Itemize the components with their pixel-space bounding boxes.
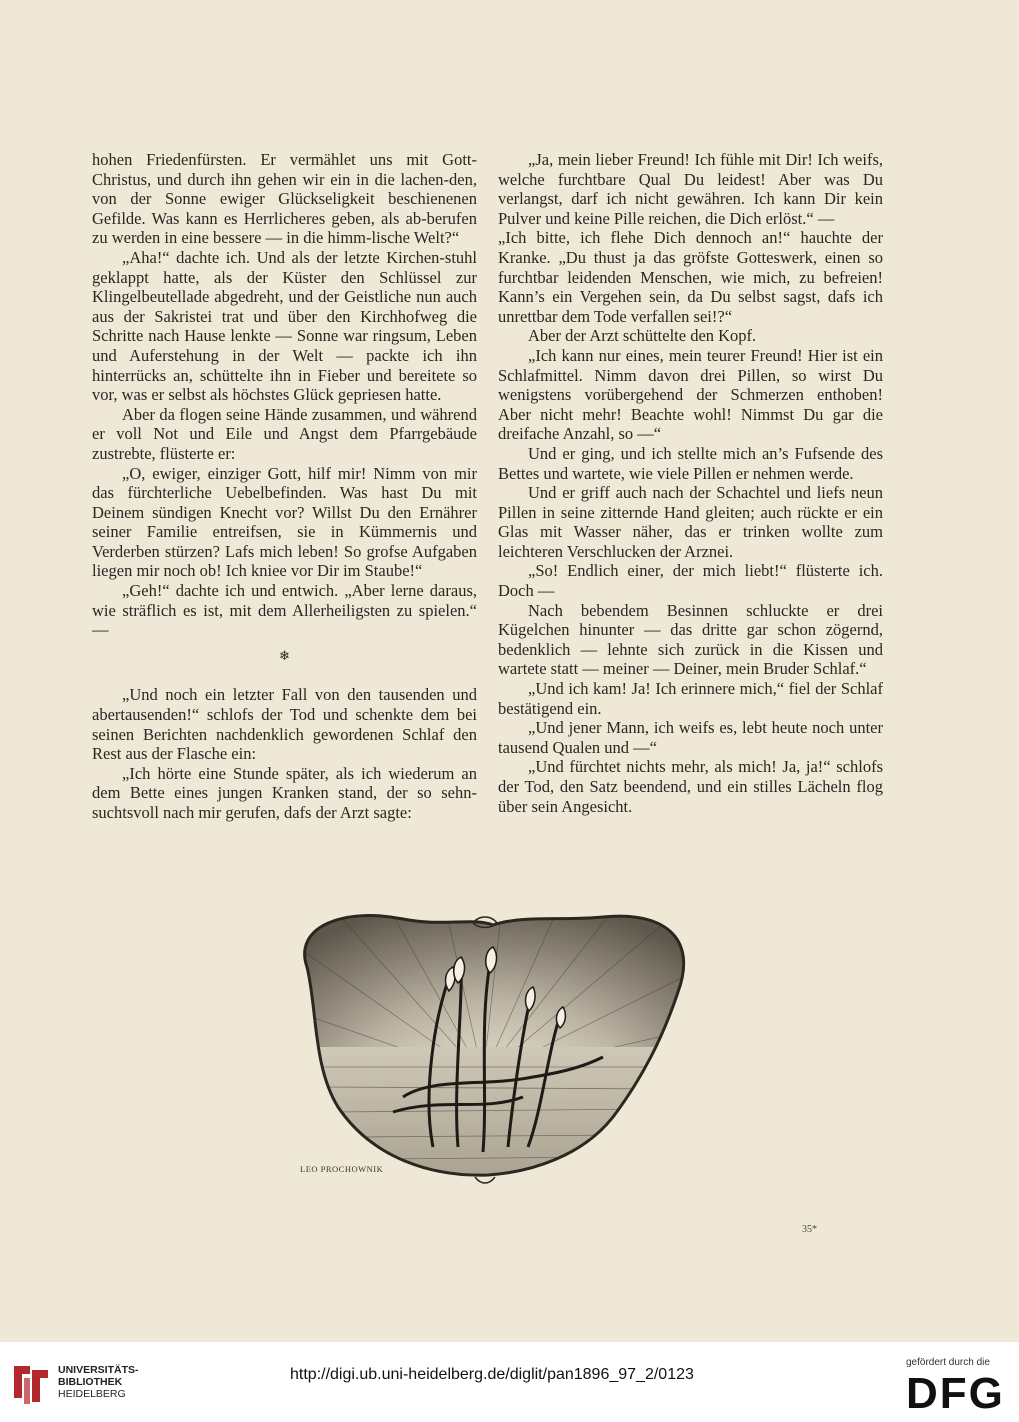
paragraph: Aber da flogen seine Hände zusammen, und während er voll Not und Eile und Angst dem Pfarrgebäude zustrebte, flüsterte er: bbox=[92, 404, 477, 463]
snowdrop-illustration bbox=[283, 897, 703, 1197]
paragraph: „Ja, mein lieber Freund! Ich fühle mit Dir! Ich weifs, welche furchtbare Qual Du leidest! Aber was Du verlangst, darf ich nicht gewähren. Ich kann Dir kein Pulver und keine Pille reichen, die Dich erlöst.“ — bbox=[498, 150, 883, 228]
library-name-line-3: HEIDELBERG bbox=[58, 1388, 126, 1400]
paragraph: „So! Endlich einer, der mich liebt!“ flüsterte ich. Doch — bbox=[498, 561, 883, 601]
university-library-name[interactable] bbox=[58, 1364, 139, 1400]
library-name-line-2: BIBLIOTHEK bbox=[58, 1376, 123, 1388]
illustration-artist-credit: LEO PROCHOWNIK bbox=[300, 1164, 384, 1174]
paragraph: Und er griff auch nach der Schachtel und liefs neun Pillen in seine zitternde Hand gleiten; auch rückte er ein Glas mit Wasser näher, das er trinken wollte zum leichteren Verschlucken der Arznei. bbox=[498, 483, 883, 561]
document-url-link[interactable]: http://digi.ub.uni-heidelberg.de/diglit/pan1896_97_2/0123 bbox=[290, 1366, 694, 1383]
dfg-logo[interactable]: DFG bbox=[906, 1369, 1005, 1418]
digital-library-footer bbox=[0, 1342, 1019, 1422]
paragraph: „Und noch ein letzter Fall von den tausenden und abertausenden!“ schlofs der Tod und schenkte dem bei seinen Berichten nachdenklich gewordenen Schlaf den Rest aus der Flasche ein: bbox=[92, 685, 477, 764]
right-text-column bbox=[498, 150, 883, 816]
funding-note: gefördert durch die bbox=[906, 1357, 990, 1368]
paragraph: Und er ging, und ich stellte mich an’s Fufsende des Bettes und wartete, wie viele Pillen er nehmen werde. bbox=[498, 443, 883, 483]
left-text-column bbox=[92, 150, 477, 823]
paragraph: „Ich hörte eine Stunde später, als ich wiederum an dem Bette eines jungen Kranken stand, der so sehn-suchtsvoll nach mir gerufen, dafs der Arzt sagte: bbox=[92, 763, 477, 822]
paragraph: „Und jener Mann, ich weifs es, lebt heute noch unter tausend Qualen und —“ bbox=[498, 718, 883, 757]
library-name-line-1: UNIVERSITÄTS- bbox=[58, 1364, 139, 1376]
paragraph: „Und fürchtet nichts mehr, als mich! Ja, ja!“ schlofs der Tod, den Satz beendend, und ein stilles Lächeln flog über sein Angesicht. bbox=[498, 757, 883, 816]
paragraph: Aber der Arzt schüttelte den Kopf. bbox=[528, 326, 757, 346]
page-number: 35* bbox=[802, 1224, 817, 1235]
paragraph: Nach bebendem Besinnen schluckte er drei Kügelchen hinunter — das dritte gar schon zögernd, bedenklich — lehnte sich zurück in die Kissen und wartete statt — meiner — Deiner, mein Bruder Schlaf.“ bbox=[498, 600, 883, 679]
paragraph: „Geh!“ dachte ich und entwich. „Aber lerne daraus, wie sträflich es ist, mit dem Allerheiligsten zu spielen.“ — bbox=[92, 581, 477, 640]
paragraph: „Und ich kam! Ja! Ich erinnere mich,“ fiel der Schlaf bestätigend ein. bbox=[498, 679, 883, 718]
university-library-logo-icon[interactable] bbox=[10, 1360, 52, 1404]
paragraph: „Aha!“ dachte ich. Und als der letzte Kirchen-stuhl geklappt hatte, als der Küster den Schlüssel zur Klingelbeutellade abgedreht, und der Geistliche nun auch aus der Sakristei trat und über den Kirchhofweg die Schritte nach Hause lenkte — Sonne war ringsum, Leben und Auferstehung in der Welt — packte ich ihn hinterrücks an, schüttelte ihn in Fieber und bereitete so vor, was er selbst als höchstes Glück gepriesen hatte. bbox=[92, 247, 477, 405]
paragraph: hohen Friedenfürsten. Er vermählet uns mit Gott-Christus, und durch ihn gehen wir ein in die lachen-den, von der Sonne ewiger Glückseligkeit beschienenen Gefilde. Was kann es Herrlicheres geben, als ab-berufen zu werden in eine bessere — in die himm-lische Welt?“ bbox=[92, 150, 477, 248]
paragraph: „Ich bitte, ich flehe Dich dennoch an!“ hauchte der Kranke. „Du thust ja das gröfste Gotteswerk, einen so furchtbar leidenden Menschen, wie mich, zu befreien! Kann’s ein Vergehen sein, da Du selbst sagst, dafs ich unrettbar dem Tode verfallen sei!?“ bbox=[498, 228, 883, 326]
section-separator-icon: ❄ bbox=[279, 647, 290, 663]
paragraph: „Ich kann nur eines, mein teurer Freund! Hier ist ein Schlafmittel. Nimm davon drei Pillen, so wirst Du wenigstens vorübergehend der Schmerzen enthoben! Aber nicht mehr! Beachte wohl! Nimmst Du gar die dreifache Anzahl, so —“ bbox=[498, 345, 883, 444]
paragraph: „O, ewiger, einziger Gott, hilf mir! Nimm von mir das fürchterliche Uebelbefinden. Was hast Du mit Deinem sündigen Knecht vor? Willst Du den Ernährer seiner Familie entreifsen, sie in Kümmernis und Verderben stürzen? Lafs mich leben! So grofse Aufgaben liegen mir noch ob! Ich kniee vor Dir im Staube!“ bbox=[92, 463, 477, 581]
